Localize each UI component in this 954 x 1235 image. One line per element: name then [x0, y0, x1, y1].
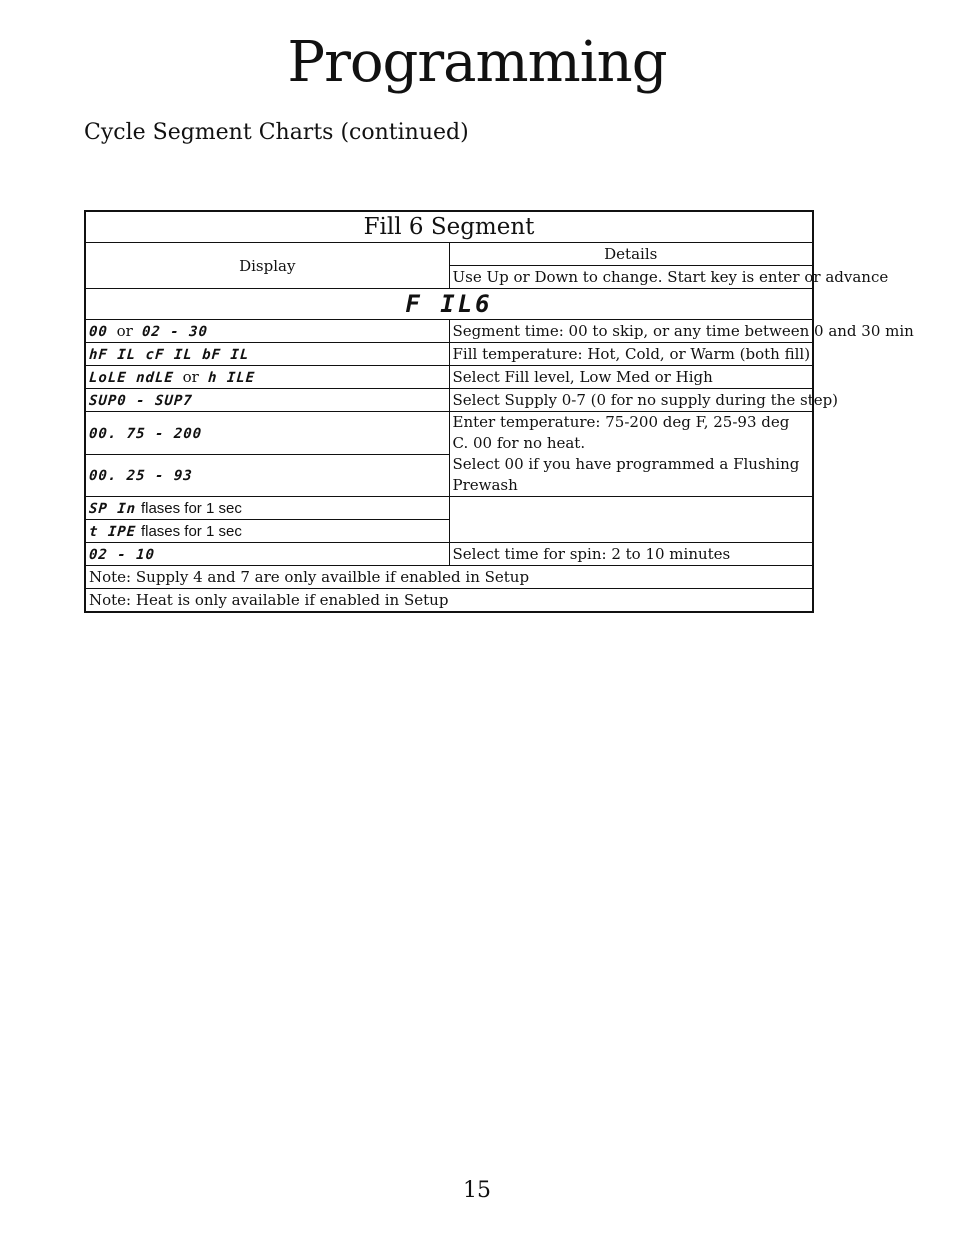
section-subtitle: Cycle Segment Charts (continued)	[84, 120, 469, 145]
header-instructions: Use Up or Down to change. Start key is enter or advance	[449, 266, 813, 289]
note-row	[85, 589, 813, 613]
page-title: Programming	[287, 30, 667, 95]
lcd-code: hF IL cF IL bF IL	[88, 347, 250, 363]
segment-code-row	[85, 289, 813, 320]
lcd-code: LoLE ndLE	[88, 370, 175, 386]
flash-note: flases for 1 sec	[140, 500, 242, 517]
display-cell	[85, 412, 449, 455]
table-row	[85, 543, 813, 566]
flash-note: flases for 1 sec	[140, 523, 242, 540]
display-cell	[85, 520, 449, 543]
table-row	[85, 389, 813, 412]
lcd-code: h ILE	[207, 370, 256, 386]
lcd-code: SP In	[88, 501, 137, 517]
table-heading: Fill 6 Segment	[85, 211, 813, 243]
lcd-code: t IPE	[88, 524, 137, 540]
details-cell: Select time for spin: 2 to 10 minutes	[449, 543, 813, 566]
display-cell	[85, 454, 449, 497]
detail-line: Enter temperature: 75-200 deg F, 25-93 deg C. 00 for no heat.	[452, 413, 790, 452]
or-label: or	[182, 368, 199, 386]
table-row	[85, 343, 813, 366]
header-display: Display	[85, 243, 449, 289]
page-number: 15	[463, 1178, 491, 1203]
lcd-code: 00. 75 - 200	[88, 425, 203, 442]
lcd-code: 02 - 30	[141, 324, 209, 340]
lcd-code: 00. 25 - 93	[88, 468, 194, 485]
details-cell-empty	[449, 497, 813, 543]
display-cell	[85, 497, 449, 520]
details-cell: Select Supply 0-7 (0 for no supply during the step)	[449, 389, 813, 412]
segment-code: F IL6	[405, 290, 493, 318]
note-text: Note: Supply 4 and 7 are only availble if enabled in Setup	[85, 566, 813, 589]
table-row	[85, 412, 813, 455]
table-row	[85, 320, 813, 343]
lcd-code: SUP0 - SUP7	[88, 393, 194, 409]
display-cell	[85, 343, 449, 366]
display-cell	[85, 366, 449, 389]
display-cell	[85, 389, 449, 412]
details-cell	[449, 412, 813, 497]
details-cell: Fill temperature: Hot, Cold, or Warm (both fill)	[449, 343, 813, 366]
fill-6-segment-table	[84, 210, 914, 613]
table-row	[85, 497, 813, 520]
header-details: Details	[449, 243, 813, 266]
detail-line: Select 00 if you have programmed a Flushing Prewash	[452, 455, 800, 494]
or-label: or	[116, 322, 133, 340]
display-cell	[85, 320, 449, 343]
note-row	[85, 566, 813, 589]
details-cell: Select Fill level, Low Med or High	[449, 366, 813, 389]
display-cell	[85, 543, 449, 566]
lcd-code: 00	[88, 324, 109, 340]
table-row	[85, 366, 813, 389]
lcd-code: 02 - 10	[88, 547, 156, 563]
details-cell: Segment time: 00 to skip, or any time between 0 and 30 min	[449, 320, 813, 343]
note-text: Note: Heat is only available if enabled in Setup	[85, 589, 813, 613]
